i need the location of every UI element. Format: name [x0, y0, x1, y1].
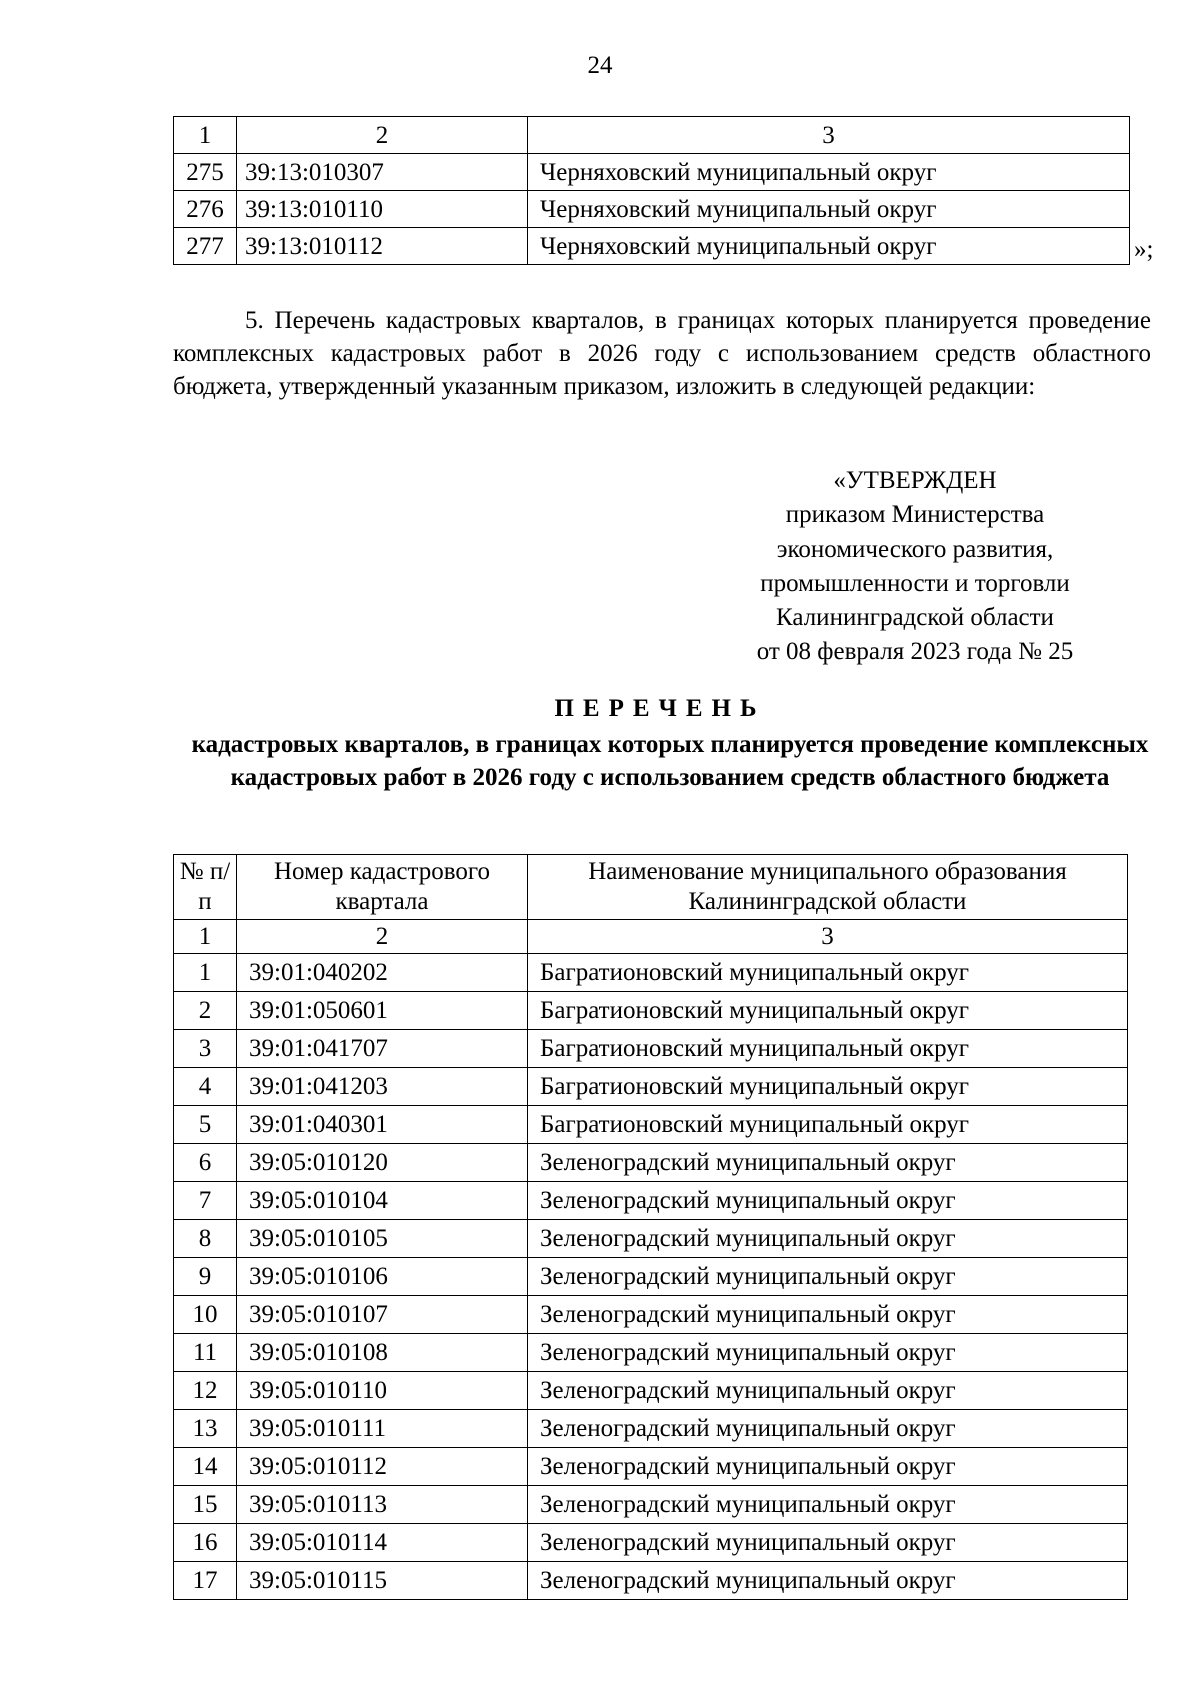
cadastral-number: 39:01:040301 [237, 1106, 528, 1144]
municipality-name: Черняховский муниципальный округ [528, 154, 1130, 191]
row-number: 1 [174, 954, 237, 992]
table-row [174, 1068, 1128, 1106]
cadastral-number: 39:05:010108 [237, 1334, 528, 1372]
closing-quote: »; [1134, 236, 1154, 263]
table-row [174, 1486, 1128, 1524]
index-cell-2: 2 [237, 117, 528, 154]
municipality-name: Багратионовский муниципальный округ [528, 1068, 1128, 1106]
header-name: Наименование муниципального образования Калининградской области [528, 855, 1128, 920]
cadastral-number: 39:05:010114 [237, 1524, 528, 1562]
municipality-name: Черняховский муниципальный округ [528, 191, 1130, 228]
municipality-name: Зеленоградский муниципальный округ [528, 1182, 1128, 1220]
cadastral-number: 39:13:010307 [237, 154, 528, 191]
municipality-name: Багратионовский муниципальный округ [528, 992, 1128, 1030]
row-number: 11 [174, 1334, 237, 1372]
row-number: 276 [174, 191, 237, 228]
row-number: 2 [174, 992, 237, 1030]
table-header [174, 855, 1128, 920]
approval-line: от 08 февраля 2023 года № 25 [756, 638, 1074, 666]
row-number: 7 [174, 1182, 237, 1220]
table-row [174, 1144, 1128, 1182]
cadastral-number: 39:01:040202 [237, 954, 528, 992]
row-number: 14 [174, 1448, 237, 1486]
table-row [174, 1182, 1128, 1220]
municipality-name: Багратионовский муниципальный округ [528, 1106, 1128, 1144]
row-number: 5 [174, 1106, 237, 1144]
cadastral-number: 39:01:041707 [237, 1030, 528, 1068]
municipality-name: Багратионовский муниципальный округ [528, 954, 1128, 992]
row-number: 9 [174, 1258, 237, 1296]
row-number: 10 [174, 1296, 237, 1334]
table-body [174, 920, 1128, 1600]
row-number: 12 [174, 1372, 237, 1410]
approval-block [700, 464, 1130, 670]
municipality-name: Зеленоградский муниципальный округ [528, 1524, 1128, 1562]
amendment-paragraph: 5. Перечень кадастровых кварталов, в границах которых планируется проведение комплексных кадастровых работ в 2026 году с использованием средств областного бюджета, утвержденный указанным приказом, изложить в следующей редакции: [173, 307, 1151, 400]
row-number: 6 [174, 1144, 237, 1182]
index-cell-1: 1 [174, 117, 237, 154]
table-row [174, 1562, 1128, 1600]
cadastral-quarters-table [173, 854, 1128, 1600]
list-title-text: ПЕРЕЧЕНЬ [554, 695, 766, 722]
municipality-name: Зеленоградский муниципальный округ [528, 1562, 1128, 1600]
cadastral-number: 39:13:010112 [237, 228, 528, 265]
table-index-row [174, 117, 1130, 154]
continued-table-body [174, 117, 1130, 265]
municipality-name: Зеленоградский муниципальный округ [528, 1220, 1128, 1258]
row-number: 16 [174, 1524, 237, 1562]
table-index-row [174, 920, 1128, 954]
table-row [174, 1220, 1128, 1258]
approval-line: экономического развития, [776, 535, 1054, 563]
approval-line: «УТВЕРЖДЕН [833, 467, 997, 494]
municipality-name: Зеленоградский муниципальный округ [528, 1144, 1128, 1182]
row-number: 15 [174, 1486, 237, 1524]
table-row [174, 992, 1128, 1030]
cadastral-number: 39:05:010107 [237, 1296, 528, 1334]
row-number: 3 [174, 1030, 237, 1068]
table-row [174, 1524, 1128, 1562]
cadastral-number: 39:05:010104 [237, 1182, 528, 1220]
table-row [174, 1334, 1128, 1372]
municipality-name: Зеленоградский муниципальный округ [528, 1372, 1128, 1410]
header-code: Номер кадастрового квартала [237, 855, 528, 920]
cadastral-number: 39:13:010110 [237, 191, 528, 228]
row-number: 275 [174, 154, 237, 191]
continued-table [173, 116, 1130, 265]
municipality-name: Багратионовский муниципальный округ [528, 1030, 1128, 1068]
header-num: № п/п [174, 855, 237, 920]
table-row [174, 1030, 1128, 1068]
cadastral-number: 39:05:010105 [237, 1220, 528, 1258]
table-row [174, 1448, 1128, 1486]
municipality-name: Зеленоградский муниципальный округ [528, 1486, 1128, 1524]
table-row [174, 191, 1130, 228]
approval-line: Калининградской области [776, 604, 1054, 632]
index-cell-3: 3 [528, 920, 1128, 954]
table-row [174, 1258, 1128, 1296]
cadastral-number: 39:05:010120 [237, 1144, 528, 1182]
row-number: 13 [174, 1410, 237, 1448]
table-row [174, 1410, 1128, 1448]
cadastral-number: 39:05:010112 [237, 1448, 528, 1486]
table-row [174, 154, 1130, 191]
cadastral-number: 39:05:010106 [237, 1258, 528, 1296]
page-number: 24 [587, 52, 613, 79]
list-subtitle: кадастровых кварталов, в границах которых планируется проведение комплексных кадастровых работ в 2026 году с использованием средств областного бюджета [191, 731, 1149, 791]
municipality-name: Черняховский муниципальный округ [528, 228, 1130, 265]
table-row [174, 954, 1128, 992]
row-number: 17 [174, 1562, 237, 1600]
municipality-name: Зеленоградский муниципальный округ [528, 1258, 1128, 1296]
row-number: 277 [174, 228, 237, 265]
table-row [174, 1372, 1128, 1410]
municipality-name: Зеленоградский муниципальный округ [528, 1448, 1128, 1486]
table-header-row [174, 855, 1128, 920]
approval-line: промышленности и торговли [760, 569, 1070, 597]
row-number: 8 [174, 1220, 237, 1258]
approval-line: приказом Министерства [785, 501, 1045, 529]
row-number: 4 [174, 1068, 237, 1106]
cadastral-number: 39:05:010113 [237, 1486, 528, 1524]
index-cell-3: 3 [528, 117, 1130, 154]
municipality-name: Зеленоградский муниципальный округ [528, 1334, 1128, 1372]
table-row [174, 1296, 1128, 1334]
list-title [120, 695, 1200, 723]
cadastral-number: 39:05:010110 [237, 1372, 528, 1410]
cadastral-number: 39:01:041203 [237, 1068, 528, 1106]
municipality-name: Зеленоградский муниципальный округ [528, 1410, 1128, 1448]
cadastral-number: 39:01:050601 [237, 992, 528, 1030]
municipality-name: Зеленоградский муниципальный округ [528, 1296, 1128, 1334]
table-row [174, 1106, 1128, 1144]
cadastral-number: 39:05:010111 [237, 1410, 528, 1448]
index-cell-1: 1 [174, 920, 237, 954]
table-row [174, 228, 1130, 265]
cadastral-number: 39:05:010115 [237, 1562, 528, 1600]
index-cell-2: 2 [237, 920, 528, 954]
